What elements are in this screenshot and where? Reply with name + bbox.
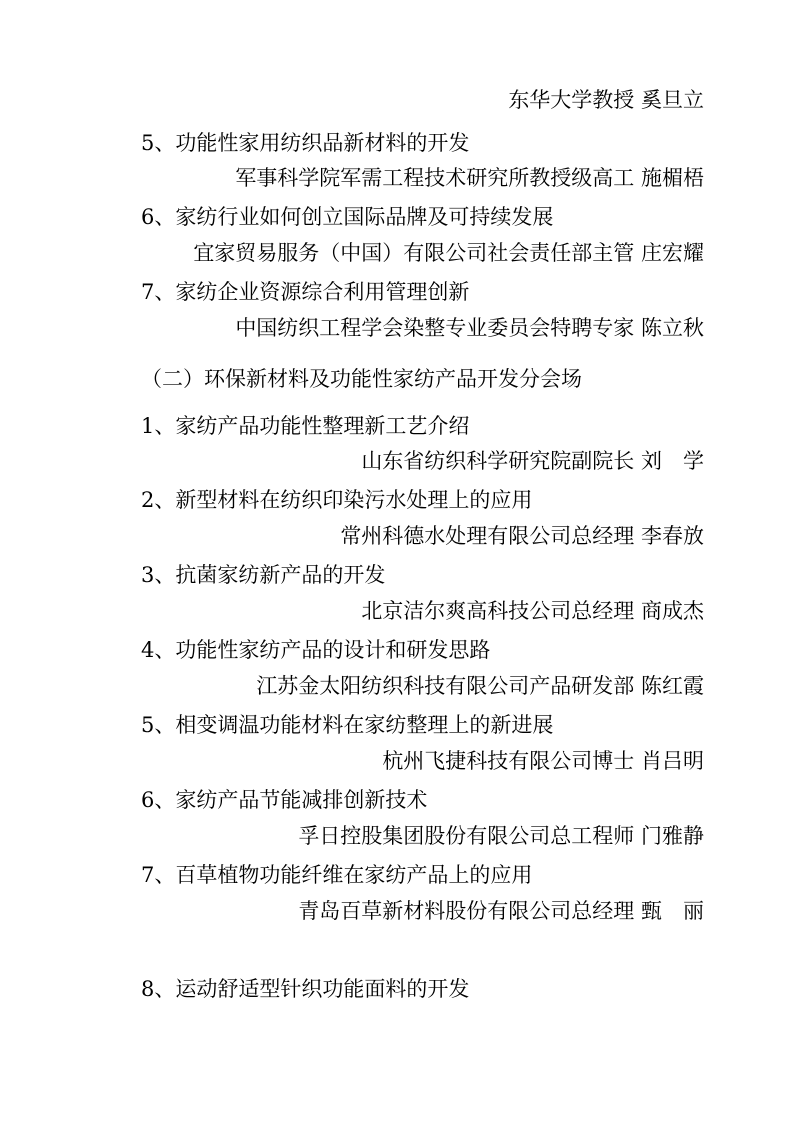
speaker-line: 东华大学教授 奚旦立 bbox=[508, 88, 704, 112]
speaker-line: 青岛百草新材料股份有限公司总经理 甄 丽 bbox=[298, 899, 704, 923]
speaker-line: 宜家贸易服务（中国）有限公司社会责任部主管 庄宏耀 bbox=[193, 241, 704, 265]
speaker-line: 江苏金太阳纺织科技有限公司产品研发部 陈红霞 bbox=[256, 674, 704, 698]
speaker-line: 山东省纺织科学研究院副院长 刘 学 bbox=[361, 449, 704, 473]
topic-item: 6、家纺产品节能减排创新技术 bbox=[141, 788, 428, 812]
speaker-line: 孚日控股集团股份有限公司总工程师 门雅静 bbox=[298, 824, 704, 848]
speaker-line: 杭州飞捷科技有限公司博士 肖吕明 bbox=[382, 749, 704, 773]
topic-item: 5、相变调温功能材料在家纺整理上的新进展 bbox=[141, 713, 554, 737]
topic-item: 8、运动舒适型针织功能面料的开发 bbox=[141, 977, 470, 1001]
speaker-line: 军事科学院军需工程技术研究所教授级高工 施楣梧 bbox=[235, 166, 704, 190]
speaker-line: 北京洁尔爽高科技公司总经理 商成杰 bbox=[361, 599, 704, 623]
topic-item: 6、家纺行业如何创立国际品牌及可持续发展 bbox=[141, 205, 554, 229]
topic-item: 3、抗菌家纺新产品的开发 bbox=[141, 563, 386, 587]
topic-item: 4、功能性家纺产品的设计和研发思路 bbox=[141, 638, 491, 662]
topic-item: 7、家纺企业资源综合利用管理创新 bbox=[141, 280, 470, 304]
topic-item: 7、百草植物功能纤维在家纺产品上的应用 bbox=[141, 863, 533, 887]
speaker-line: 中国纺织工程学会染整专业委员会特聘专家 陈立秋 bbox=[235, 316, 704, 340]
topic-item: 5、功能性家用纺织品新材料的开发 bbox=[141, 131, 470, 155]
topic-item: 1、家纺产品功能性整理新工艺介绍 bbox=[141, 414, 470, 438]
topic-item: 2、新型材料在纺织印染污水处理上的应用 bbox=[141, 488, 533, 512]
section-heading: （二）环保新材料及功能性家纺产品开发分会场 bbox=[141, 367, 582, 391]
speaker-line: 常州科德水处理有限公司总经理 李春放 bbox=[340, 524, 704, 548]
